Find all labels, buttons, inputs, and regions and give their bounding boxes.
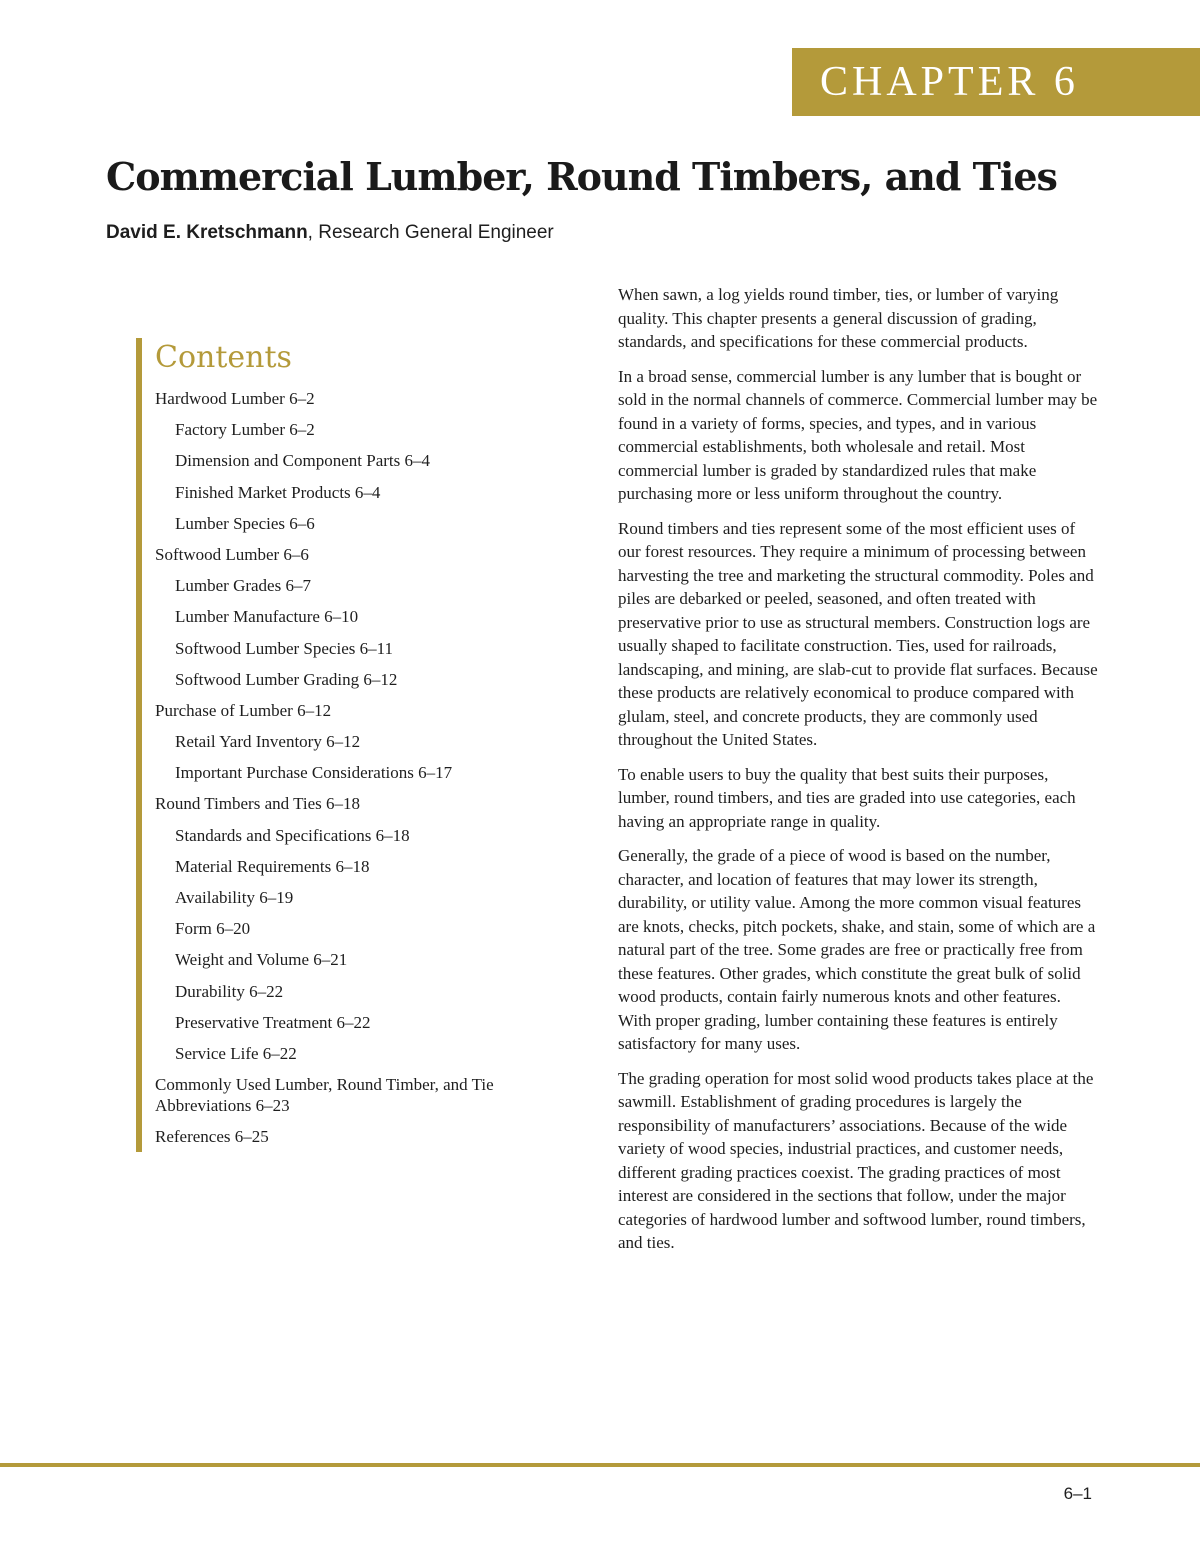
toc-item[interactable]: References 6–25 [155, 1127, 269, 1147]
page-title: Commercial Lumber, Round Timbers, and Ties [106, 154, 1057, 199]
toc-item[interactable]: Dimension and Component Parts 6–4 [175, 451, 430, 471]
toc-item[interactable]: Commonly Used Lumber, Round Timber, and Tie Abbreviations 6–23 [155, 1075, 494, 1116]
toc-item[interactable]: Round Timbers and Ties 6–18 [155, 794, 360, 814]
author-role: , Research General Engineer [307, 222, 554, 243]
toc-item[interactable]: Lumber Grades 6–7 [175, 576, 311, 596]
contents-box [136, 338, 536, 1152]
contents-heading: Contents [155, 340, 292, 375]
toc-item[interactable]: Service Life 6–22 [175, 1043, 297, 1063]
contents-list [155, 388, 536, 1147]
toc-item[interactable]: Lumber Manufacture 6–10 [175, 607, 359, 627]
toc-item[interactable]: Softwood Lumber Grading 6–12 [175, 669, 398, 689]
toc-item[interactable]: Hardwood Lumber 6–2 [155, 389, 315, 408]
toc-item[interactable]: Important Purchase Considerations 6–17 [175, 763, 453, 783]
toc-item[interactable]: Availability 6–19 [175, 888, 294, 907]
toc-item[interactable]: Purchase of Lumber 6–12 [155, 700, 332, 720]
toc-item[interactable]: Lumber Species 6–6 [175, 513, 315, 533]
toc-item[interactable]: Form 6–20 [175, 919, 251, 939]
toc-item[interactable]: Softwood Lumber Species 6–11 [175, 638, 393, 658]
toc-item[interactable]: Softwood Lumber 6–6 [155, 544, 309, 564]
author-name: David E. Kretschmann [106, 222, 308, 243]
page-number: 6–1 [1063, 1484, 1092, 1503]
toc-item[interactable]: Preservative Treatment 6–22 [175, 1012, 371, 1032]
body-paragraph: When sawn, a log yields round timber, ties, or lumber of varying quality. This chapter presents a general discussion of grading, standards, and specifications for these commercial products. [618, 285, 1059, 351]
toc-item[interactable]: Retail Yard Inventory 6–12 [175, 732, 361, 752]
body-paragraph: Generally, the grade of a piece of wood is based on the number, character, and location of features that may lower its strength, durability, or utility value. Among the more common visual features are knots, checks, pitch pockets, shake, and stain, some of which are a natural part of the tree. Some grades are free or practically free from these features. Other grades, which constitute the great bulk of solid wood products, contain fairly numerous knots and other features. With proper grading, lumber containing these features is entirely satisfactory for many uses. [618, 846, 1096, 1053]
chapter-label: CHAPTER 6 [820, 59, 1079, 105]
toc-item[interactable]: Standards and Specifications 6–18 [175, 825, 410, 845]
body-paragraph: In a broad sense, commercial lumber is any lumber that is bought or sold in the normal channels of commerce. Commercial lumber may be found in a variety of forms, species, and types, and in various commercial establishments, both wholesale and retail. Most commercial lumber is graded by standardized rules that make purchasing more or less uniform throughout the country. [618, 366, 1098, 503]
body-text [618, 283, 1098, 1266]
chapter-banner [792, 48, 1200, 116]
body-paragraph: Round timbers and ties represent some of the most efficient uses of our forest resources. They require a minimum of processing between harvesting the tree and marketing the structural commodity. Poles and piles are debarked or peeled, seasoned, and often treated with preservative prior to use as structural members. Construction logs are usually shaped to facilitate construction. Ties, used for railroads, landscaping, and mining, are slab-cut to provide flat surfaces. Because these products are relatively economical to produce compared with glulam, steel, and concrete products, they are commonly used throughout the United States. [618, 518, 1098, 749]
toc-item[interactable]: Durability 6–22 [175, 981, 284, 1001]
body-paragraph: To enable users to buy the quality that best suits their purposes, lumber, round timbers, and ties are graded into use categories, each having an appropriate range in quality. [618, 764, 1076, 831]
footer-rule [0, 1463, 1200, 1467]
toc-item[interactable]: Weight and Volume 6–21 [175, 950, 348, 970]
toc-item[interactable]: Material Requirements 6–18 [175, 856, 370, 876]
author-line [106, 222, 554, 244]
toc-item[interactable]: Factory Lumber 6–2 [175, 420, 315, 440]
body-paragraph: The grading operation for most solid wood products takes place at the sawmill. Establishment of grading procedures is largely the responsibility of manufacturers’ associations. Because of the wide variety of wood species, industrial practices, and customer needs, different grading practices coexist. The grading practices of most interest are considered in the sections that follow, under the major categories of hardwood lumber and softwood lumber, round timbers, and ties. [618, 1068, 1094, 1252]
toc-item[interactable]: Finished Market Products 6–4 [175, 482, 381, 502]
